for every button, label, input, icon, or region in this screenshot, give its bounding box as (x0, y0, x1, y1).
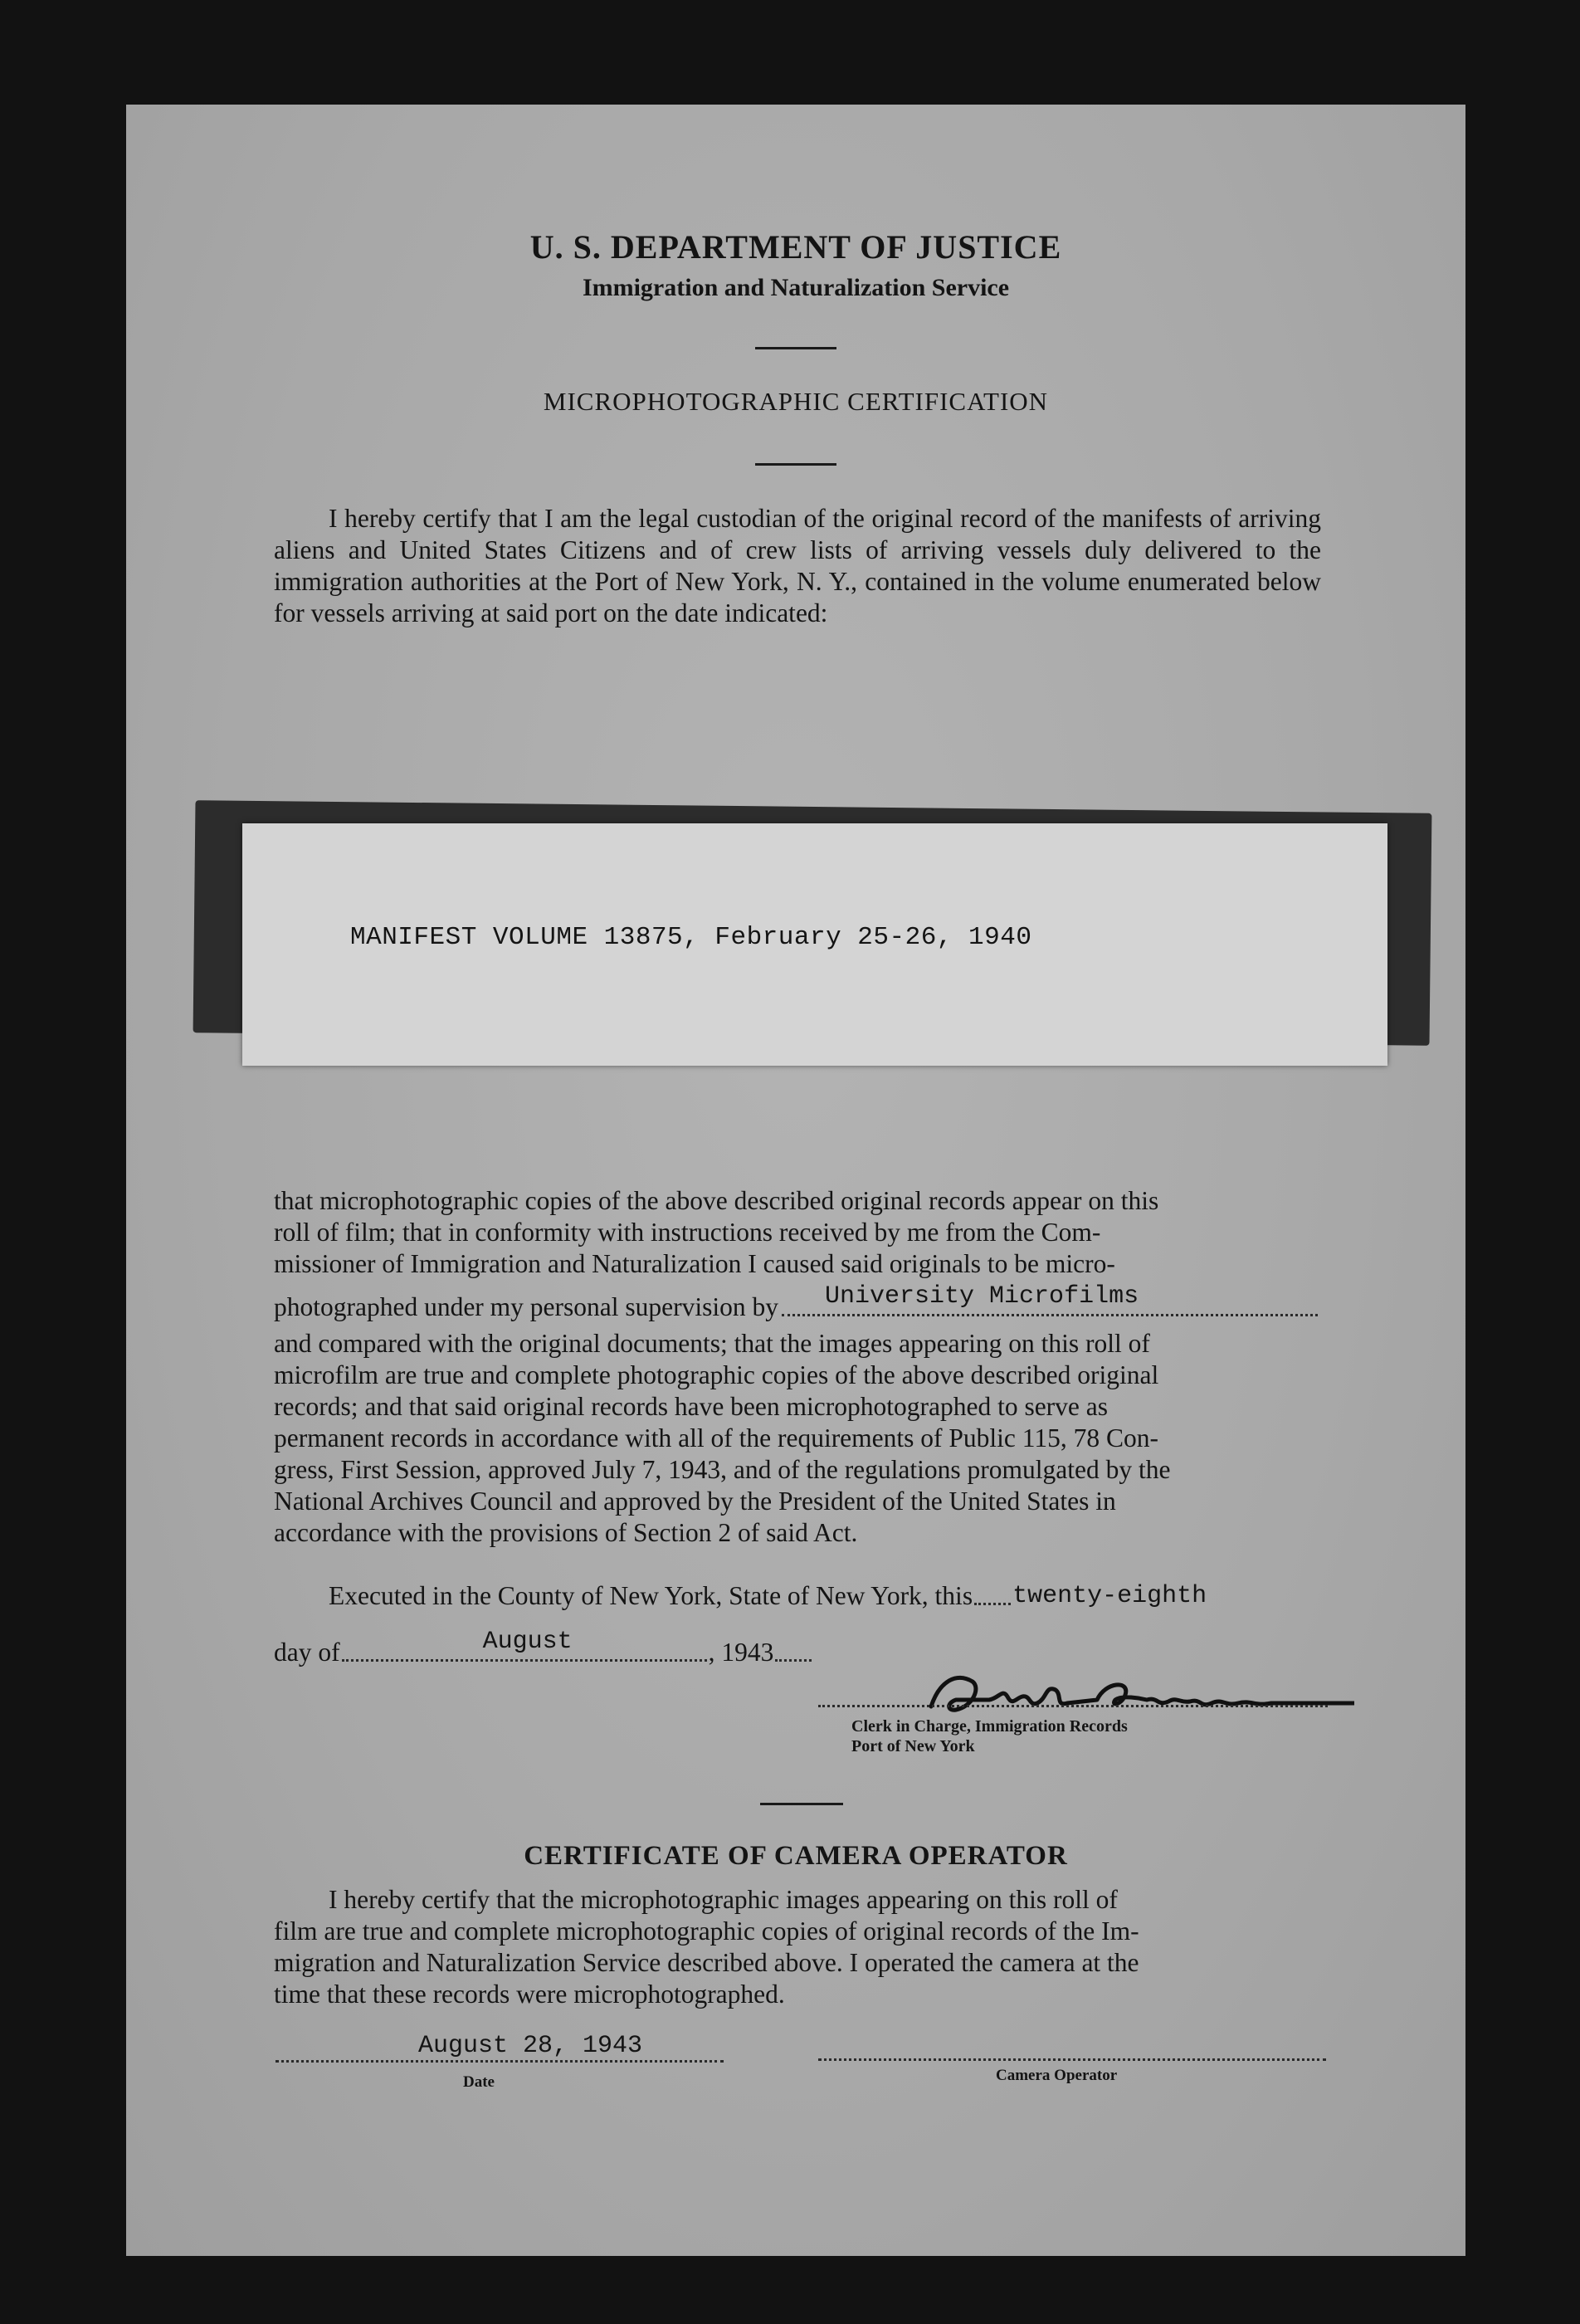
fill-dots (342, 1628, 707, 1662)
fill-dots (775, 1659, 812, 1662)
camera-paragraph (274, 1884, 1321, 2010)
day-of-year: , 1943 (708, 1638, 774, 1667)
cert-heading: MICROPHOTOGRAPHIC CERTIFICATION (543, 387, 1049, 416)
fill-dots (782, 1282, 1318, 1316)
date-label: Date (463, 2073, 495, 2091)
executed-prefix: Executed in the County of New York, State of New York, this (329, 1581, 973, 1610)
date-line (276, 2060, 724, 2063)
body-line: roll of film; that in conformity with instructions received by me from the Com- (274, 1218, 1101, 1247)
department-subtitle: Immigration and Naturalization Service (582, 274, 1010, 301)
body-line: records; and that said original records have been microphotographed to serve as (274, 1392, 1109, 1421)
body-line: permanent records in accordance with all of the requirements of Public 115, 78 Con- (274, 1423, 1158, 1452)
fill-dots (974, 1603, 1011, 1605)
body-paragraph-part1 (274, 1185, 1321, 1280)
date-field (276, 2029, 724, 2062)
body-line: that microphotographic copies of the above described original records appear on this (274, 1186, 1159, 1215)
manifest-slip (242, 823, 1387, 1066)
camera-line: I hereby certify that the microphotographic images appearing on this roll of (329, 1885, 1118, 1914)
day-of-line (274, 1628, 988, 1668)
certificate-page (126, 105, 1465, 2256)
body-line: gress, First Session, approved July 7, 1943, and of the regulations promulgated by the (274, 1455, 1171, 1484)
camera-line: time that these records were microphotographed. (274, 1980, 785, 2009)
supervision-value: University Microfilms (825, 1282, 1139, 1311)
day-of-prefix: day of (274, 1638, 340, 1667)
supervision-prefix: photographed under my personal supervision by (274, 1292, 779, 1321)
supervision-line (274, 1282, 1321, 1323)
clerk-line: Port of New York (851, 1737, 975, 1755)
body-paragraph-part2 (274, 1328, 1321, 1549)
body-line: accordance with the provisions of Section 2 of said Act. (274, 1518, 858, 1547)
executed-day: twenty-eighth (1012, 1582, 1207, 1610)
body-line: microfilm are true and complete photographic copies of the above described original (274, 1360, 1159, 1389)
intro-paragraph: I hereby certify that I am the legal custodian of the original record of the manifests of arriving aliens and United States Citizens and of crew lists of arriving vessels duly delivered to the immigration authorities at the Port of New York, N. Y., contained in the volume enumerated below for vessels arriving at said port on the date indicated: (274, 504, 1321, 627)
clerk-line: Clerk in Charge, Immigration Records (851, 1717, 1128, 1736)
operator-label: Camera Operator (996, 2067, 1118, 2084)
clerk-title (851, 1716, 1128, 1756)
day-of-month: August (482, 1628, 573, 1656)
body-line: and compared with the original documents; that the images appearing on this roll of (274, 1329, 1150, 1358)
executed-line (329, 1580, 1324, 1612)
signature-line (818, 1705, 1328, 1707)
divider-rule (755, 347, 836, 349)
divider-rule (760, 1803, 843, 1805)
divider-rule (755, 463, 836, 466)
body-line: National Archives Council and approved by the President of the United States in (274, 1487, 1116, 1516)
body-line: missioner of Immigration and Naturalization I caused said originals to be micro- (274, 1249, 1115, 1278)
camera-heading: CERTIFICATE OF CAMERA OPERATOR (524, 1841, 1068, 1871)
manifest-volume-text: MANIFEST VOLUME 13875, February 25-26, 1940 (350, 923, 1032, 952)
camera-line: migration and Naturalization Service described above. I operated the camera at the (274, 1948, 1139, 1977)
camera-line: film are true and complete microphotographic copies of original records of the Im- (274, 1916, 1139, 1946)
date-value: August 28, 1943 (418, 2032, 643, 2060)
operator-line (818, 2058, 1326, 2061)
department-title: U. S. DEPARTMENT OF JUSTICE (529, 228, 1062, 266)
